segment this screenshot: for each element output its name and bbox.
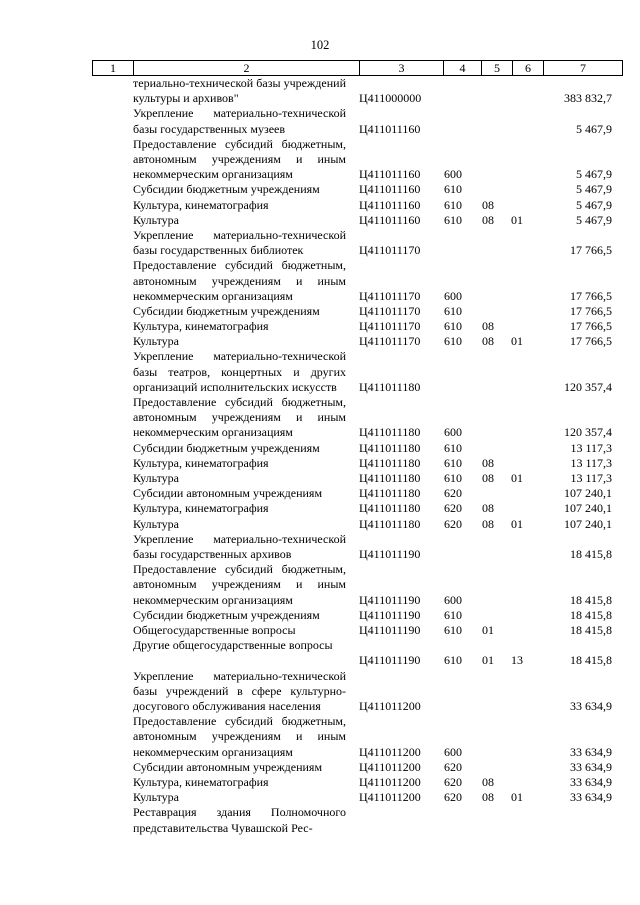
row-description: Предоставление субсидий бюджетным, автономным учреждениям и иным некоммерческим организациям — [133, 136, 346, 182]
row-amount: 33 634,9 — [570, 698, 612, 713]
table-row — [0, 486, 640, 501]
row-kind: 610 — [444, 319, 462, 334]
row-code: Ц411011180 — [359, 425, 421, 440]
table-row — [0, 790, 640, 805]
row-kind: 600 — [444, 744, 462, 759]
row-amount: 5 467,9 — [576, 197, 612, 212]
row-amount: 18 415,8 — [570, 607, 612, 622]
row-code: Ц411000000 — [359, 91, 422, 106]
header-col-6: 6 — [513, 61, 544, 76]
row-section: 08 — [482, 455, 494, 470]
table-row — [0, 213, 640, 228]
row-description: Предоставление субсидий бюджетным, автономным учреждениям и иным некоммерческим организациям — [133, 562, 346, 607]
row-amount: 18 415,8 — [570, 653, 612, 668]
row-amount: 13 117,3 — [570, 455, 612, 470]
table-row — [0, 471, 640, 486]
row-description: Культура — [133, 790, 179, 805]
row-section: 08 — [482, 334, 494, 349]
page-number: 102 — [310, 38, 330, 52]
row-subsection: 01 — [511, 471, 523, 486]
table-row — [0, 608, 640, 623]
row-code: Ц411011190 — [359, 607, 421, 622]
row-amount: 383 832,7 — [564, 91, 612, 106]
row-amount: 13 117,3 — [570, 440, 612, 455]
table-row — [0, 182, 640, 197]
row-description: Укрепление материально-технической базы театров, концертных и других организаций исполнительских искусств — [133, 349, 346, 394]
row-code: Ц411011180 — [359, 379, 421, 394]
row-amount: 107 240,1 — [564, 486, 612, 501]
row-section: 08 — [482, 501, 494, 516]
row-kind: 610 — [444, 197, 462, 212]
row-code: Ц411011170 — [359, 319, 421, 334]
row-amount: 17 766,5 — [570, 288, 612, 303]
row-code: Ц411011180 — [359, 455, 421, 470]
row-kind: 620 — [444, 516, 462, 531]
header-col-5: 5 — [482, 61, 513, 76]
row-subsection: 01 — [511, 516, 523, 531]
row-kind: 600 — [444, 288, 462, 303]
table-row — [0, 456, 640, 471]
budget-table-body — [0, 76, 640, 836]
row-description: Культура, кинематография — [133, 197, 269, 212]
row-description: Предоставление субсидий бюджетным, автономным учреждениям и иным некоммерческим организациям — [133, 258, 346, 303]
row-code: Ц411011170 — [359, 334, 421, 349]
table-row — [0, 517, 640, 532]
table-row — [0, 319, 640, 334]
row-description: Культура, кинематография — [133, 501, 269, 516]
row-code: Ц411011170 — [359, 303, 421, 318]
row-kind: 620 — [444, 774, 462, 789]
row-code: Ц411011180 — [359, 440, 421, 455]
row-code: Ц411011160 — [359, 167, 421, 182]
row-code: Ц411011160 — [359, 197, 421, 212]
table-row — [0, 198, 640, 213]
column-header-row — [92, 60, 623, 76]
header-col-2: 2 — [134, 61, 360, 76]
row-kind: 620 — [444, 759, 462, 774]
row-description: Укрепление материально-технической базы учреждений в сфере культурно-досугового обслуживания населения — [133, 668, 346, 713]
row-section: 08 — [482, 319, 494, 334]
row-code: Ц411011190 — [359, 653, 421, 668]
row-section: 08 — [482, 471, 494, 486]
row-kind: 620 — [444, 486, 462, 501]
table-row — [0, 775, 640, 790]
row-section: 08 — [482, 516, 494, 531]
row-description: Культура — [133, 471, 179, 486]
row-description: Культура, кинематография — [133, 455, 269, 470]
row-kind: 620 — [444, 790, 462, 805]
row-code: Ц411011200 — [359, 744, 421, 759]
row-code: Ц411011160 — [359, 212, 421, 227]
row-description: Субсидии бюджетным учреждениям — [133, 182, 320, 197]
row-code: Ц411011200 — [359, 759, 421, 774]
row-amount: 17 766,5 — [570, 303, 612, 318]
row-section: 08 — [482, 774, 494, 789]
row-description: териально-технической базы учреждений культуры и архивов" — [133, 76, 346, 106]
row-kind: 600 — [444, 167, 462, 182]
row-description: Предоставление субсидий бюджетным, автономным учреждениям и иным некоммерческим организациям — [133, 714, 346, 759]
row-code: Ц411011180 — [359, 501, 421, 516]
row-description: Укрепление материально-технической базы государственных музеев — [133, 106, 346, 136]
row-section: 08 — [482, 212, 494, 227]
row-code: Ц411011200 — [359, 790, 421, 805]
row-subsection: 01 — [511, 334, 523, 349]
row-amount: 18 415,8 — [570, 622, 612, 637]
row-code: Ц411011190 — [359, 592, 421, 607]
row-kind: 620 — [444, 501, 462, 516]
row-code: Ц411011200 — [359, 698, 421, 713]
table-row — [0, 805, 640, 835]
table-row — [0, 304, 640, 319]
header-col-4: 4 — [444, 61, 482, 76]
row-kind: 610 — [444, 334, 462, 349]
row-kind: 610 — [444, 653, 462, 668]
table-row — [0, 349, 640, 395]
row-kind: 610 — [444, 440, 462, 455]
row-description: Культура — [133, 334, 179, 349]
row-section: 08 — [482, 197, 494, 212]
row-amount: 33 634,9 — [570, 759, 612, 774]
table-row — [0, 334, 640, 349]
table-row — [0, 669, 640, 715]
row-code: Ц411011190 — [359, 546, 421, 561]
row-kind: 610 — [444, 303, 462, 318]
table-row — [0, 258, 640, 304]
table-row — [0, 228, 640, 258]
table-row — [0, 137, 640, 183]
row-code: Ц411011170 — [359, 243, 421, 258]
row-code: Ц411011160 — [359, 121, 421, 136]
table-row — [0, 395, 640, 441]
row-kind: 610 — [444, 455, 462, 470]
row-amount: 120 357,4 — [564, 425, 612, 440]
row-amount: 18 415,8 — [570, 546, 612, 561]
row-amount: 120 357,4 — [564, 379, 612, 394]
header-col-3: 3 — [360, 61, 444, 76]
row-description: Культура, кинематография — [133, 319, 269, 334]
table-row — [0, 501, 640, 516]
row-description: Субсидии бюджетным учреждениям — [133, 303, 320, 318]
table-row — [0, 760, 640, 775]
row-kind: 600 — [444, 592, 462, 607]
row-code: Ц411011160 — [359, 182, 421, 197]
row-subsection: 01 — [511, 790, 523, 805]
row-description: Субсидии автономным учреждениям — [133, 486, 323, 501]
header-col-1: 1 — [93, 61, 134, 76]
table-row — [0, 532, 640, 562]
row-description: Субсидии бюджетным учреждениям — [133, 607, 320, 622]
row-description: Укрепление материально-технической базы государственных библиотек — [133, 227, 346, 258]
row-amount: 33 634,9 — [570, 744, 612, 759]
row-amount: 5 467,9 — [576, 182, 612, 197]
row-amount: 17 766,5 — [570, 334, 612, 349]
header-col-7: 7 — [544, 61, 623, 76]
row-code: Ц411011180 — [359, 486, 421, 501]
row-amount: 107 240,1 — [564, 516, 612, 531]
table-row — [0, 106, 640, 136]
row-kind: 610 — [444, 212, 462, 227]
row-amount: 17 766,5 — [570, 243, 612, 258]
row-section: 01 — [482, 622, 494, 637]
row-description: Культура, кинематография — [133, 774, 269, 789]
row-description: Культура — [133, 516, 179, 531]
table-row — [0, 562, 640, 608]
row-amount: 33 634,9 — [570, 790, 612, 805]
table-row — [0, 714, 640, 760]
row-code: Ц411011180 — [359, 471, 421, 486]
row-amount: 5 467,9 — [576, 212, 612, 227]
row-description: Общегосударственные вопросы — [133, 622, 296, 637]
row-amount: 107 240,1 — [564, 501, 612, 516]
row-kind: 600 — [444, 425, 462, 440]
row-amount: 13 117,3 — [570, 471, 612, 486]
row-section: 01 — [482, 653, 494, 668]
row-amount: 33 634,9 — [570, 774, 612, 789]
row-code: Ц411011200 — [359, 774, 421, 789]
row-kind: 610 — [444, 607, 462, 622]
row-amount: 18 415,8 — [570, 592, 612, 607]
row-description: Другие общегосударственные вопросы — [133, 638, 333, 653]
row-section: 08 — [482, 790, 494, 805]
row-amount: 17 766,5 — [570, 319, 612, 334]
row-description: Культура — [133, 212, 179, 227]
row-subsection: 01 — [511, 212, 523, 227]
row-description: Реставрация здания Полномочного представительства Чувашской Рес- — [133, 805, 346, 835]
row-amount: 5 467,9 — [576, 167, 612, 182]
row-code: Ц411011170 — [359, 288, 421, 303]
row-description: Укрепление материально-технической базы государственных архивов — [133, 531, 346, 561]
row-subsection: 13 — [511, 653, 523, 668]
table-row — [0, 623, 640, 638]
row-description: Предоставление субсидий бюджетным, автономным учреждениям и иным некоммерческим организациям — [133, 395, 346, 440]
row-code: Ц411011180 — [359, 516, 421, 531]
row-kind: 610 — [444, 471, 462, 486]
row-description: Субсидии автономным учреждениям — [133, 759, 323, 774]
row-kind: 610 — [444, 622, 462, 637]
table-row — [0, 638, 640, 668]
table-row — [0, 441, 640, 456]
table-row — [0, 76, 640, 106]
row-description: Субсидии бюджетным учреждениям — [133, 440, 320, 455]
row-kind: 610 — [444, 182, 462, 197]
row-code: Ц411011190 — [359, 622, 421, 637]
row-amount: 5 467,9 — [576, 121, 612, 136]
